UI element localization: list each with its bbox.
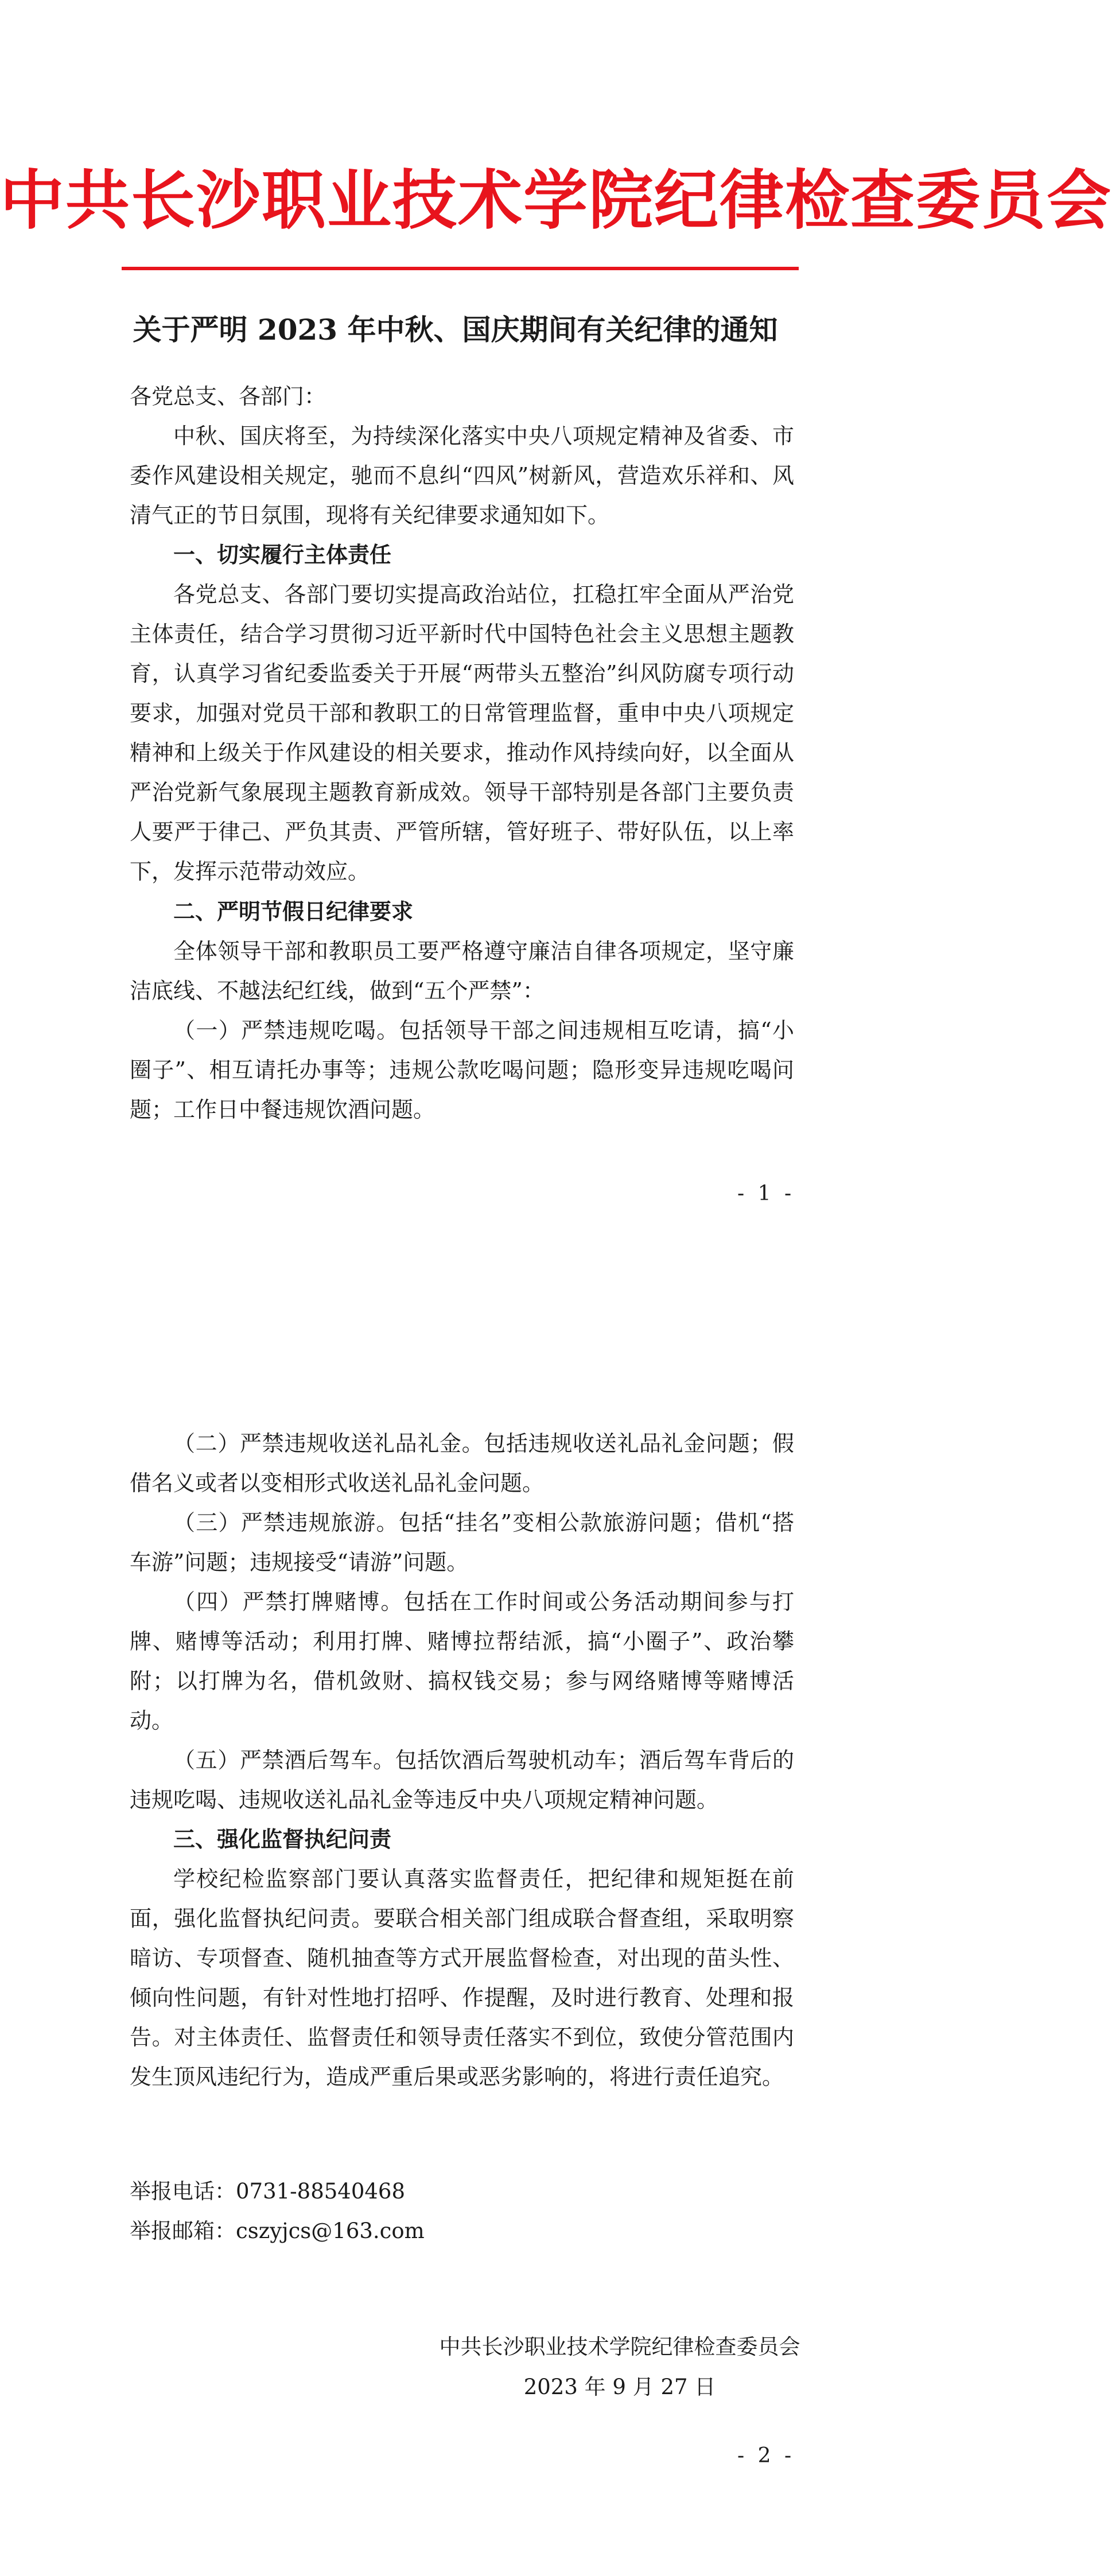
section-2-paragraph: 全体领导干部和教职员工要严格遵守廉洁自律各项规定，坚守廉洁底线、不越法纪红线，做到“五个严禁”： xyxy=(130,939,794,1003)
signature-org: 中共长沙职业技术学院纪律检查委员会 xyxy=(439,2334,800,2359)
section-heading-1: 一、切实履行主体责任 xyxy=(173,542,392,567)
section-1-paragraph: 各党总支、各部门要切实提高政治站位，扛稳扛牢全面从严治党主体责任，结合学习贯彻习近平新时代中国特色社会主义思想主题教育，认真学习省纪委监委关于开展“两带头五整治”纠风防腐专项行动要求，加强对党员干部和教职工的日常管理监督，重申中央八项规定精神和上级关于作风建设的相关要求，推动作风持续向好，以全面从严治党新气象展现主题教育新成效。领导干部特别是各部门主要负责人要严于律己、严负其责、严管所辖，管好班子、带好队伍，以上率下，发挥示范带动效应。 xyxy=(130,582,794,884)
report-email: 举报邮箱：cszyjcs@163.com xyxy=(130,2219,425,2243)
rule-item-4: （四）严禁打牌赌博。包括在工作时间或公务活动期间参与打牌、赌博等活动；利用打牌、赌博拉帮结派，搞“小圈子”、政治攀附；以打牌为名，借机敛财、搞权钱交易；参与网络赌博等赌博活动。 xyxy=(130,1589,794,1733)
rule-item-5: （五）严禁酒后驾车。包括饮酒后驾驶机动车；酒后驾车背后的违规吃喝、违规收送礼品礼金等违反中央八项规定精神问题。 xyxy=(130,1748,794,1812)
report-phone: 举报电话：0731-88540468 xyxy=(130,2179,405,2204)
section-heading-2: 二、严明节假日纪律要求 xyxy=(173,899,414,924)
salutation: 各党总支、各部门： xyxy=(130,384,326,409)
section-heading-3: 三、强化监督执纪问责 xyxy=(173,1827,392,1852)
header-red-rule xyxy=(122,267,799,270)
document-title: 关于严明 2023 年中秋、国庆期间有关纪律的通知 xyxy=(133,313,778,347)
page-number-2: - 2 - xyxy=(737,2444,795,2468)
page-number-1: - 1 - xyxy=(737,1182,795,1205)
rule-item-2: （二）严禁违规收送礼品礼金。包括违规收送礼品礼金问题；假借名义或者以变相形式收送礼品礼金问题。 xyxy=(130,1431,794,1496)
rule-item-3: （三）严禁违规旅游。包括“挂名”变相公款旅游问题；借机“搭车游”问题；违规接受“请游”问题。 xyxy=(130,1510,794,1575)
section-3-paragraph: 学校纪检监察部门要认真落实监督责任，把纪律和规矩挺在前面，强化监督执纪问责。要联合相关部门组成联合督查组，采取明察暗访、专项督查、随机抽查等方式开展监督检查，对出现的苗头性、倾向性问题，有针对性地打招呼、作提醒，及时进行教育、处理和报告。对主体责任、监督责任和领导责任落实不到位，致使分管范围内发生顶风违纪行为，造成严重后果或恶劣影响的，将进行责任追究。 xyxy=(130,1866,794,2089)
signature-date: 2023 年 9 月 27 日 xyxy=(523,2375,716,2399)
intro-paragraph: 中秋、国庆将至，为持续深化落实中央八项规定精神及省委、市委作风建设相关规定，驰而不息纠“四风”树新风，营造欢乐祥和、风清气正的节日氛围，现将有关纪律要求通知如下。 xyxy=(130,423,794,528)
rule-item-1: （一）严禁违规吃喝。包括领导干部之间违规相互吃请，搞“小圈子”、相互请托办事等；违规公款吃喝问题；隐形变异违规吃喝问题；工作日中餐违规饮酒问题。 xyxy=(130,1018,794,1122)
org-header-title: 中共长沙职业技术学院纪律检查委员会 xyxy=(0,164,1112,238)
